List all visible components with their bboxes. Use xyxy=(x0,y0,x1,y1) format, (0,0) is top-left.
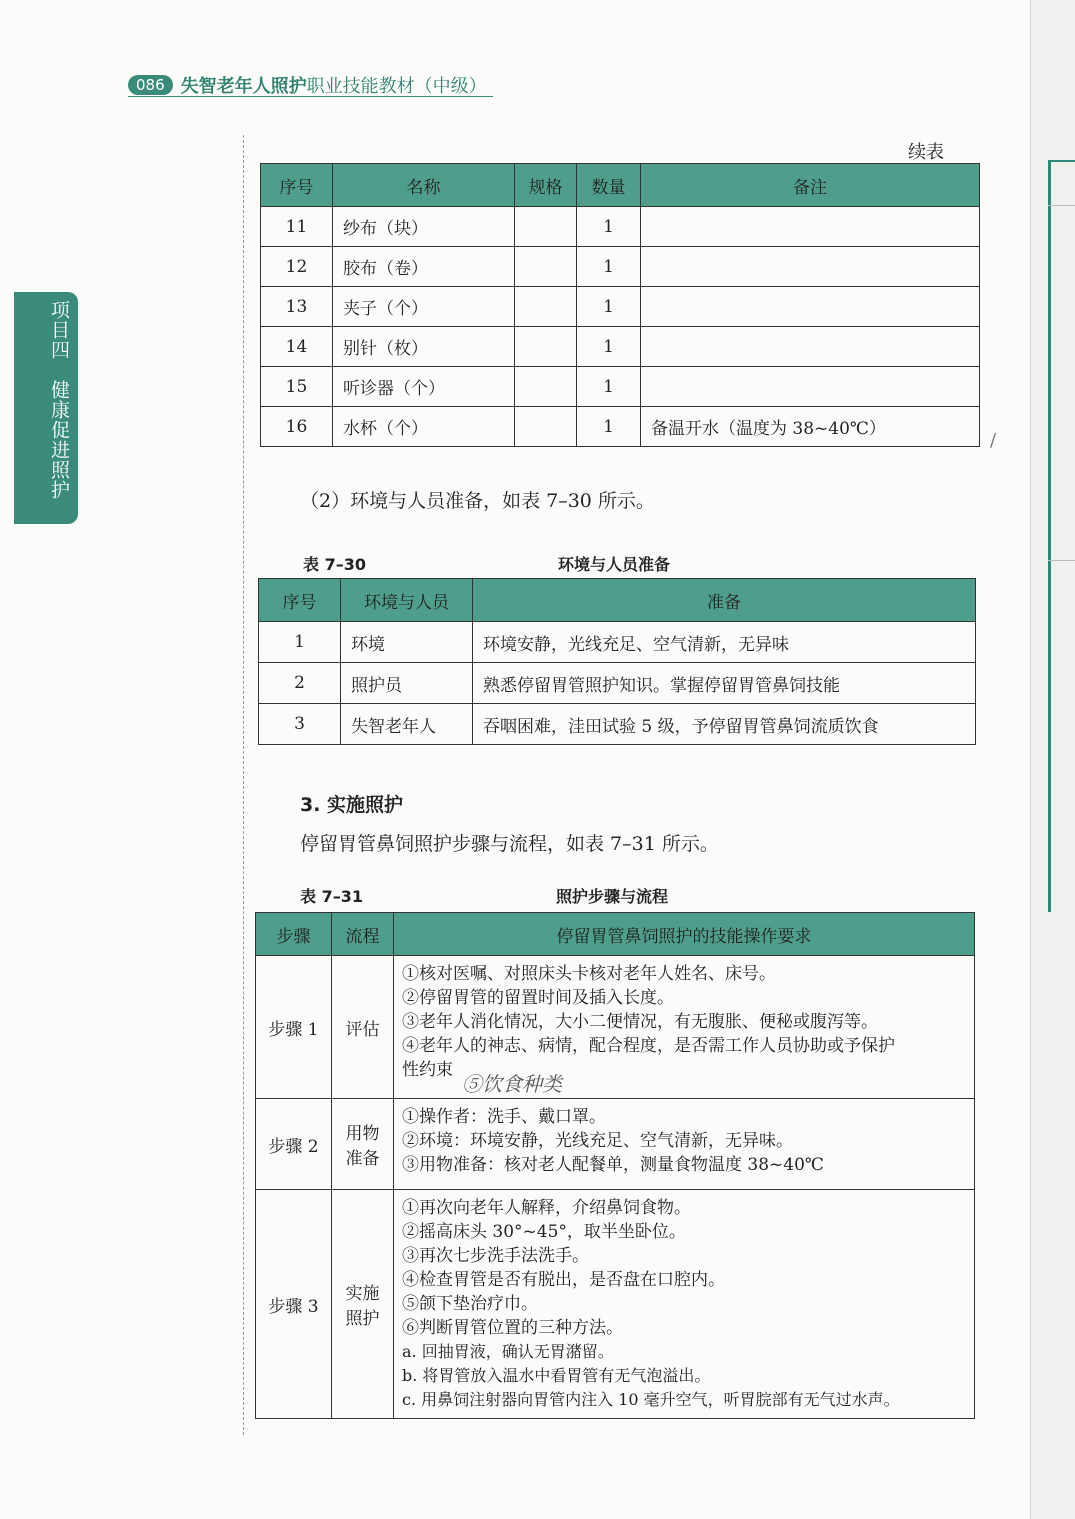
col-header: 步骤 xyxy=(256,913,332,956)
process-cell: 用物准备 xyxy=(332,1099,394,1190)
requirement-line: b. 将胃管放入温水中看胃管有无气泡溢出。 xyxy=(402,1366,711,1385)
cell: 熟悉停留胃管照护知识。掌握停留胃管鼻饲技能 xyxy=(473,663,976,704)
table-7-31-number: 表 7–31 xyxy=(300,887,363,906)
next-page-rule xyxy=(1048,560,1075,561)
step-cell: 步骤 1 xyxy=(256,956,332,1099)
cell xyxy=(515,407,577,447)
col-header: 流程 xyxy=(332,913,394,956)
table-row xyxy=(259,622,976,663)
cell: 12 xyxy=(261,247,333,287)
continued-label: 续表 xyxy=(908,142,944,163)
cell: 吞咽困难，洼田试验 5 级，予停留胃管鼻饲流质饮食 xyxy=(473,704,976,745)
col-header: 环境与人员 xyxy=(341,579,473,622)
cell: 1 xyxy=(577,367,641,407)
cell xyxy=(641,327,980,367)
requirement-line: ②摇高床头 30°~45°，取半坐卧位。 xyxy=(402,1222,686,1242)
header-rule xyxy=(128,96,493,97)
cell: 15 xyxy=(261,367,333,407)
cell xyxy=(515,367,577,407)
handwritten-note: ⑤饮食种类 xyxy=(462,1072,562,1096)
table-header-row xyxy=(259,579,976,622)
requirement-line: ③老年人消化情况，大小二便情况，有无腹胀、便秘或腹泻等。 xyxy=(402,1012,878,1032)
col-header: 停留胃管鼻饲照护的技能操作要求 xyxy=(394,913,975,956)
requirement-line: ①再次向老年人解释，介绍鼻饲食物。 xyxy=(402,1198,691,1218)
col-header: 名称 xyxy=(333,164,515,207)
cell: 14 xyxy=(261,327,333,367)
table-7-31 xyxy=(255,912,975,1419)
cell: 1 xyxy=(577,327,641,367)
table-row xyxy=(256,1190,975,1419)
cell xyxy=(515,287,577,327)
table-7-31-title: 照护步骤与流程 xyxy=(556,887,669,906)
cell: 3 xyxy=(259,704,341,745)
pencil-mark: / xyxy=(990,430,997,451)
cell: 2 xyxy=(259,663,341,704)
requirement-line: 性约束 xyxy=(402,1060,453,1080)
requirement-line: ⑤颌下垫治疗巾。 xyxy=(402,1294,538,1314)
table-row xyxy=(261,327,980,367)
cell: 失智老年人 xyxy=(341,704,473,745)
col-header: 备注 xyxy=(641,164,980,207)
requirement-line: ③用物准备：核对老人配餐单，测量食物温度 38~40℃ xyxy=(402,1155,824,1175)
cell: 纱布（块） xyxy=(333,207,515,247)
book-title-bold: 失智老年人照护 xyxy=(180,76,307,97)
running-header xyxy=(128,72,487,98)
paragraph-env: （2）环境与人员准备，如表 7–30 所示。 xyxy=(300,490,655,512)
cell: 1 xyxy=(259,622,341,663)
col-header: 序号 xyxy=(259,579,341,622)
table-row xyxy=(261,247,980,287)
requirement-line: ③再次七步洗手法洗手。 xyxy=(402,1246,589,1266)
requirement-line: ②环境：环境安静，光线充足、空气清新，无异味。 xyxy=(402,1131,793,1151)
requirement-line: a. 回抽胃液，确认无胃潴留。 xyxy=(402,1342,614,1361)
table-header-row xyxy=(256,913,975,956)
requirement-line: ①核对医嘱、对照床头卡核对老年人姓名、床号。 xyxy=(402,964,776,984)
cell xyxy=(641,207,980,247)
cell xyxy=(641,367,980,407)
table-row xyxy=(259,663,976,704)
cell: 1 xyxy=(577,247,641,287)
cell: 1 xyxy=(577,207,641,247)
cell: 夹子（个） xyxy=(333,287,515,327)
cell: 16 xyxy=(261,407,333,447)
col-header: 规格 xyxy=(515,164,577,207)
requirement-line: ④老年人的神志、病情，配合程度，是否需工作人员协助或予保护 xyxy=(402,1036,895,1056)
cell: 环境 xyxy=(341,622,473,663)
table-row xyxy=(261,207,980,247)
cell: 水杯（个） xyxy=(333,407,515,447)
table-row xyxy=(261,287,980,327)
section-title: 3. 实施照护 xyxy=(300,794,404,816)
continued-equipment-table xyxy=(260,163,980,447)
requirement-line: ②停留胃管的留置时间及插入长度。 xyxy=(402,988,674,1008)
paragraph-steps: 停留胃管鼻饲照护步骤与流程，如表 7–31 所示。 xyxy=(300,833,719,855)
cell xyxy=(515,327,577,367)
process-cell: 实施照护 xyxy=(332,1190,394,1419)
table-7-30-number: 表 7–30 xyxy=(303,555,366,574)
step-cell: 步骤 3 xyxy=(256,1190,332,1419)
col-header: 准备 xyxy=(473,579,976,622)
requirement-cell xyxy=(394,1190,975,1419)
cell: 听诊器（个） xyxy=(333,367,515,407)
cell: 别针（枚） xyxy=(333,327,515,367)
cell: 11 xyxy=(261,207,333,247)
cell xyxy=(515,247,577,287)
cell: 1 xyxy=(577,407,641,447)
page-number: 086 xyxy=(128,75,173,95)
step-cell: 步骤 2 xyxy=(256,1099,332,1190)
requirement-line: ①操作者：洗手、戴口罩。 xyxy=(402,1107,606,1127)
table-row xyxy=(261,367,980,407)
table-7-30 xyxy=(258,578,976,745)
cell: 备温开水（温度为 38~40℃） xyxy=(641,407,980,447)
chapter-side-tab-label: 项目四 健康促进照护 xyxy=(48,300,70,500)
table-header-row xyxy=(261,164,980,207)
next-page-table-edge xyxy=(1048,160,1075,912)
table-row xyxy=(259,704,976,745)
table-7-30-title: 环境与人员准备 xyxy=(558,555,671,574)
requirement-line: ④检查胃管是否有脱出，是否盘在口腔内。 xyxy=(402,1270,725,1290)
table-row xyxy=(256,956,975,1099)
cell: 胶布（卷） xyxy=(333,247,515,287)
next-page-rule xyxy=(1048,205,1075,206)
col-header: 序号 xyxy=(261,164,333,207)
cell xyxy=(515,207,577,247)
book-title-rest: 职业技能教材（中级） xyxy=(306,76,487,97)
cell: 照护员 xyxy=(341,663,473,704)
cell: 环境安静，光线充足、空气清新，无异味 xyxy=(473,622,976,663)
requirement-line: ⑥判断胃管位置的三种方法。 xyxy=(402,1318,623,1338)
table-row xyxy=(256,1099,975,1190)
process-cell: 评估 xyxy=(332,956,394,1099)
cell xyxy=(641,247,980,287)
cell: 1 xyxy=(577,287,641,327)
cell xyxy=(641,287,980,327)
margin-dashed-line xyxy=(243,135,244,1435)
requirement-line: c. 用鼻饲注射器向胃管内注入 10 毫升空气，听胃脘部有无气过水声。 xyxy=(402,1390,900,1409)
table-row xyxy=(261,407,980,447)
book-title xyxy=(181,72,487,98)
cell: 13 xyxy=(261,287,333,327)
col-header: 数量 xyxy=(577,164,641,207)
requirement-cell xyxy=(394,1099,975,1190)
